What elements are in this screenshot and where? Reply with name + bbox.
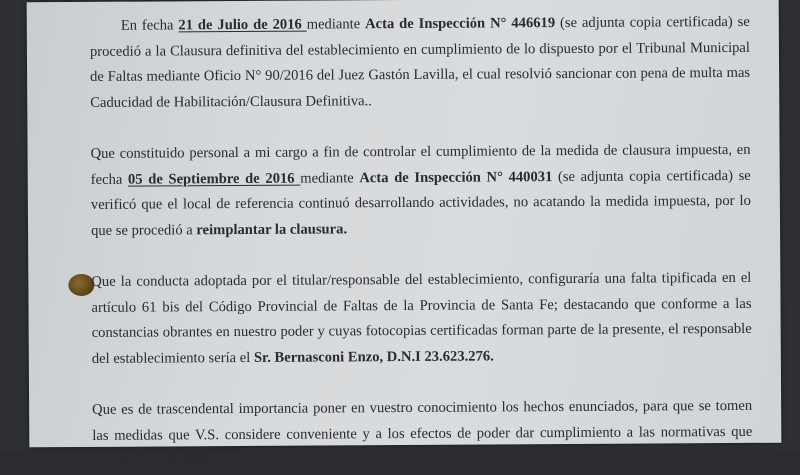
inspection-act-2: Acta de Inspección N° 440031 bbox=[359, 168, 553, 186]
paragraph-3-line-3: constancias obrantes en nuestro poder y cuyas fotocopias certificadas forman parte de la presente, el responsable bbox=[91, 320, 752, 341]
paragraph-3-line-1: Que la conducta adoptada por el titular/responsable del establecimiento, configuraría una falta tipificada en el bbox=[91, 269, 752, 290]
paragraph-4 bbox=[92, 394, 752, 475]
paragraph-4-line-2: las medidas que V.S. considere conveniente y a los efectos de poder dar cumplimiento a las normativas que bbox=[92, 423, 753, 444]
paragraph-4-line-1: Que es de trascendental importancia poner en vuestro conocimiento los hechos enunciados, para que se tomen bbox=[92, 397, 753, 418]
paragraph-1-line-1: En fecha 21 de Julio de 2016 mediante Acta de Inspección N° 446619 (se adjunta copia certificada) se bbox=[120, 13, 750, 34]
inspection-act-1: Acta de Inspección N° 446619 bbox=[365, 15, 556, 33]
reimplant-closure-text: reimplantar la clausura. bbox=[196, 220, 348, 238]
responsible-person: Sr. Bernasconi Enzo, D.N.I 23.623.276. bbox=[253, 347, 494, 366]
paragraph-3-line-4: del establecimiento sería el Sr. Bernasconi Enzo, D.N.I 23.623.276. bbox=[91, 347, 494, 367]
inspection-date-2: 05 de Septiembre de 2016 bbox=[127, 170, 301, 188]
document-body bbox=[90, 10, 753, 475]
paragraph-2-line-3: verificó que el local de referencia continuó desarrollando actividades, no acatando la medida impuesta, por lo bbox=[90, 192, 751, 213]
paragraph-1 bbox=[90, 10, 751, 116]
paragraph-1-line-2: procedió a la Clausura definitiva del establecimiento en cumplimiento de lo dispuesto por el Tribunal Municipal bbox=[89, 39, 750, 60]
paragraph-4-line-3: regulan la actividad. bbox=[92, 452, 212, 469]
paper-sheet bbox=[27, 0, 782, 469]
inspection-date-1: 21 de Julio de 2016 bbox=[178, 16, 307, 34]
paragraph-2 bbox=[91, 138, 752, 244]
paragraph-2-line-2: fecha 05 de Septiembre de 2016 mediante Acta de Inspección N° 440031 (se adjunta copia certificada) se bbox=[90, 167, 751, 188]
paragraph-2-line-1: Que constituido personal a mi cargo a fin de controlar el cumplimiento de la medida de clausura impuesta, en bbox=[90, 141, 751, 162]
paragraph-3-line-2: artículo 61 bis del Código Provincial de Faltas de la Provincia de Santa Fe; destacando que conforme a las bbox=[91, 295, 752, 316]
paragraph-1-line-4: Caducidad de Habilitación/Clausura Definitiva.. bbox=[90, 92, 372, 111]
paragraph-1-line-3: de Faltas mediante Oficio N° 90/2016 del Juez Gastón Lavilla, el cual resolvió sancionar con pena de multa mas bbox=[90, 64, 751, 85]
paragraph-2-line-4: que se procedió a reimplantar la clausura. bbox=[90, 220, 348, 239]
paragraph-3 bbox=[91, 266, 752, 372]
